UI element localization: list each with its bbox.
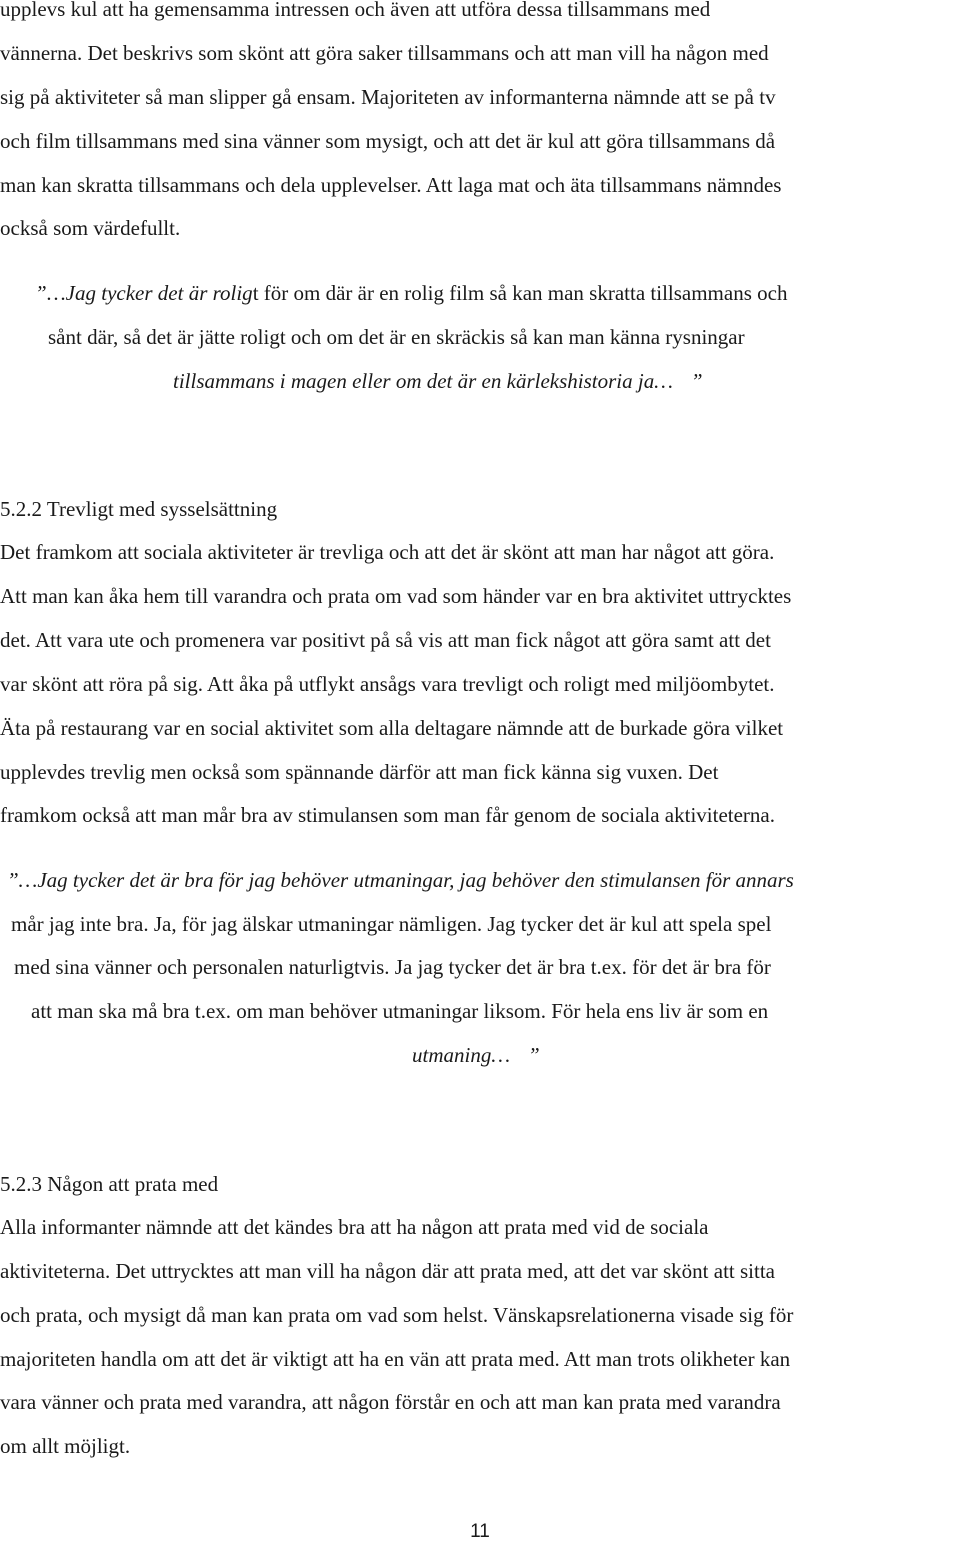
quote-line [173, 368, 703, 394]
text-line: om allt möjligt. [0, 1434, 131, 1458]
text-line: och prata, och mysigt då man kan prata om vad som helst. Vänskapsrelationerna visade sig för [0, 1303, 794, 1327]
text-line: vännerna. Det beskrivs som skönt att göra saker tillsammans och att man vill ha någon med [0, 41, 769, 65]
quote-italic-text: utmaning… [412, 1043, 511, 1067]
text-line: upplevs kul att ha gemensamma intressen och även att utföra dessa tillsammans med [0, 0, 711, 21]
quote-line: sånt där, så det är jätte roligt och om det är en skräckis så kan man känna rysningar [48, 325, 745, 349]
quote-italic-text: tillsammans i magen eller om det är en kärlekshistoria ja… [173, 369, 673, 393]
text-line: vara vänner och prata med varandra, att någon förstår en och att man kan prata med varandra [0, 1390, 781, 1414]
quote-line: ”…Jag tycker det är bra för jag behöver utmaningar, jag behöver den stimulansen för annars [7, 868, 794, 892]
text-line: var skönt att röra på sig. Att åka på utflykt ansågs vara trevligt och roligt med miljöombytet. [0, 672, 775, 696]
section-heading: 5.2.3 Någon att prata med [0, 1172, 219, 1196]
text-line: Det framkom att sociala aktiviteter är trevliga och att det är skönt att man har något att göra. [0, 540, 775, 564]
quote-close-mark: ” [528, 1043, 540, 1067]
text-line: Äta på restaurang var en social aktivitet som alla deltagare nämnde att de burkade göra vilket [0, 716, 784, 740]
quote-line: mår jag inte bra. Ja, för jag älskar utmaningar nämligen. Jag tycker det är kul att spela spel [11, 912, 772, 936]
text-line: Alla informanter nämnde att det kändes bra att ha någon att prata med vid de sociala [0, 1215, 709, 1239]
quote-close-mark: ” [690, 369, 703, 393]
text-line: framkom också att man mår bra av stimulansen som man får genom de sociala aktiviteterna. [0, 803, 775, 827]
quote-line [47, 280, 787, 306]
quote-line: att man ska må bra t.ex. om man behöver utmaningar liksom. För hela ens liv är som en [31, 999, 769, 1023]
text-line: Att man kan åka hem till varandra och prata om vad som händer var en bra aktivitet uttrycktes [0, 584, 792, 608]
quote-open-mark: ” [35, 281, 47, 305]
text-line: upplevdes trevlig men också som spännande därför att man fick känna sig vuxen. Det [0, 760, 719, 784]
quote-italic-text: …Jag tycker det är rolig [47, 281, 253, 305]
text-line: det. Att vara ute och promenera var positivt på så vis att man fick något att göra samt att det [0, 628, 771, 652]
page-number: 11 [470, 1521, 490, 1542]
text-line: också som värdefullt. [0, 216, 181, 240]
text-line: aktiviteterna. Det uttrycktes att man vill ha någon där att prata med, att det var skönt att sitta [0, 1259, 776, 1283]
text-line: majoriteten handla om att det är viktigt att ha en vän att prata med. Att man trots olikheter kan [0, 1347, 791, 1371]
text-line: man kan skratta tillsammans och dela upplevelser. Att laga mat och äta tillsammans nämndes [0, 173, 782, 197]
quote-text: t för om där är en rolig film så kan man skratta tillsammans och [252, 281, 788, 305]
text-line: och film tillsammans med sina vänner som mysigt, och att det är kul att göra tillsammans då [0, 129, 776, 153]
quote-line: med sina vänner och personalen naturligtvis. Ja jag tycker det är bra t.ex. för det är bra för [14, 955, 771, 979]
text-line: sig på aktiviteter så man slipper gå ensam. Majoriteten av informanterna nämnde att se på tv [0, 85, 776, 109]
quote-line [412, 1042, 540, 1068]
section-heading: 5.2.2 Trevligt med sysselsättning [0, 497, 278, 521]
